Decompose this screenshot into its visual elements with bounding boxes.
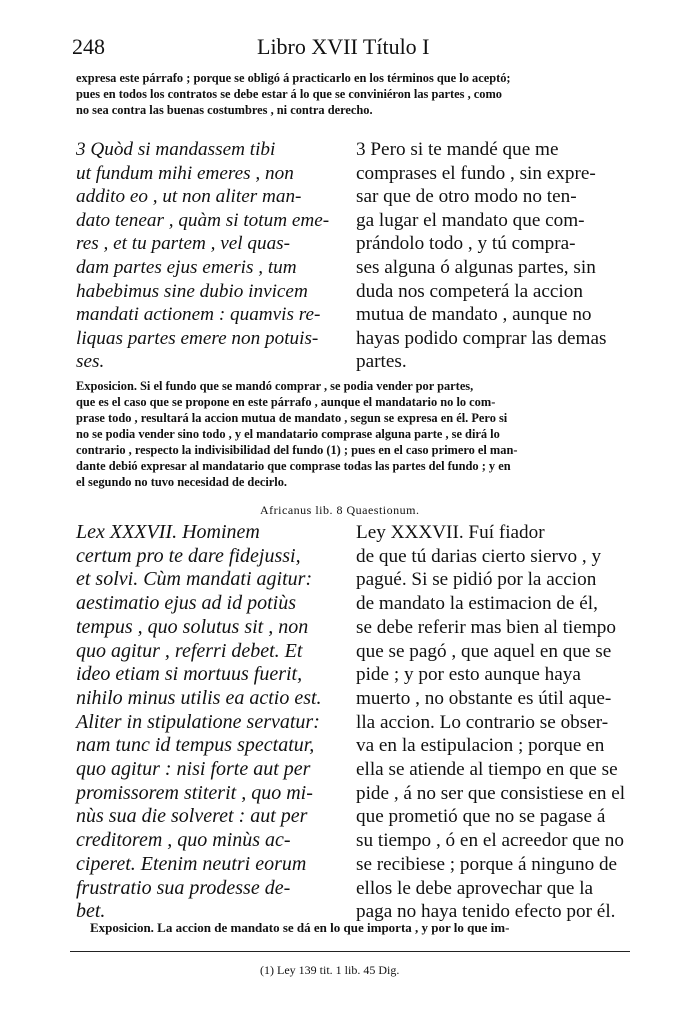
spanish-line: que prometió que no se pagase á xyxy=(356,806,606,828)
text-line: contrario , respecto la indivisibilidad del fundo (1) ; pues en el caso primero el man- xyxy=(76,443,518,457)
spanish-line: de que tú darias cierto siervo , y xyxy=(356,545,602,567)
latin-line: certum pro te dare fidejussi, xyxy=(76,544,301,567)
latin-line: et solvi. Cùm mandati agitur: xyxy=(76,568,313,591)
text-line: pues en todos los contratos se debe estar á lo que se conviniéron las partes , como xyxy=(76,87,502,101)
latin-line: Lex XXXVII. Hominem xyxy=(76,521,260,543)
latin-line: ut fundum mihi emeres , non xyxy=(76,162,294,184)
latin-line: quo agitur , referri debet. Et xyxy=(76,639,303,662)
latin-line: frustratio sua prodesse de- xyxy=(76,876,291,899)
spanish-line: muerto , no obstante es útil aque- xyxy=(356,687,612,709)
spanish-line: mutua de mandato , aunque no xyxy=(356,304,592,326)
latin-line: creditorem , quo minùs ac- xyxy=(76,829,291,852)
page-number: 248 xyxy=(72,34,105,59)
spanish-line: pagué. Si se pidió por la accion xyxy=(356,569,597,591)
text-line: Exposicion. La accion de mandato se dá en lo que importa , y por lo que im- xyxy=(90,920,510,935)
spanish-line: pide ; y por esto aunque haya xyxy=(356,664,581,686)
latin-line: tempus , quo solutus sit , non xyxy=(76,615,309,638)
spanish-line: comprases el fundo , sin expre- xyxy=(356,162,596,184)
text-line: prase todo , resultará la accion mutua de mandato , segun se expresa en él. Pero si xyxy=(76,411,508,425)
latin-line: promissorem stiterit , quo mi- xyxy=(76,781,313,804)
continuation-paragraph xyxy=(76,70,624,118)
exposicion-paragraph-2 xyxy=(90,920,624,936)
latin-line: addito eo , ut non aliter man- xyxy=(76,186,302,208)
latin-line: liquas partes emere non potuis- xyxy=(76,327,319,349)
latin-line: aestimatio ejus ad id potiùs xyxy=(76,592,296,615)
text-line: dante debió expresar al mandatario que comprase todas las partes del fundo ; y en xyxy=(76,459,511,473)
latin-line: ses. xyxy=(76,351,105,373)
spanish-line: lla accion. Lo contrario se obser- xyxy=(356,711,609,733)
text-line: expresa este párrafo ; porque se obligó á practicarlo en los términos que lo aceptó; xyxy=(76,71,511,85)
text-line: el segundo no tuvo necesidad de decirlo. xyxy=(76,475,287,489)
spanish-line: ses alguna ó algunas partes, sin xyxy=(356,256,596,278)
latin-line: habebimus sine dubio invicem xyxy=(76,280,308,302)
lex37-spanish-column xyxy=(356,521,626,924)
latin-line: mandati actionem : quamvis re- xyxy=(76,304,321,326)
spanish-line: sar que de otro modo no ten- xyxy=(356,186,577,208)
spanish-line: hayas podido comprar las demas xyxy=(356,327,607,349)
latin-line: nam tunc id tempus spectatur, xyxy=(76,734,315,757)
text-line: no sea contra las buenas costumbres , ni contra derecho. xyxy=(76,103,373,117)
spanish-line: pide , á no ser que consistiese en el xyxy=(356,782,626,804)
page-header xyxy=(72,34,632,64)
spanish-line: ellos le debe aprovechar que la xyxy=(356,877,594,899)
latin-line: res , et tu partem , vel quas- xyxy=(76,233,291,255)
latin-line: bet. xyxy=(76,900,106,923)
spanish-line: ga lugar el mandato que com- xyxy=(356,209,585,231)
spanish-line: 3 Pero si te mandé que me xyxy=(356,139,559,160)
text-line: Exposicion. Si el fundo que se mandó comprar , se podia vender por partes, xyxy=(76,379,474,393)
footnote: (1) Ley 139 tit. 1 lib. 45 Dig. xyxy=(260,963,400,977)
latin-line: nùs sua die solveret : aut per xyxy=(76,805,308,828)
spanish-line: de mandato la estimacion de él, xyxy=(356,593,598,615)
spanish-line: prándolo todo , y tú compra- xyxy=(356,233,576,255)
text-line: no se podia vender sino todo , y el mandatario comprase alguna parte , se dirá lo xyxy=(76,427,500,441)
latin-line: 3 Quòd si mandassem tibi xyxy=(76,139,276,160)
running-title: Libro XVII Título I xyxy=(257,34,430,59)
spanish-line: va en la estipulacion ; porque en xyxy=(356,735,605,757)
spanish-line: paga no haya tenido efecto por él. xyxy=(356,901,616,923)
spanish-line: duda nos competerá la accion xyxy=(356,280,583,302)
text-line: que es el caso que se propone en este párrafo , aunque el mandatario no lo com- xyxy=(76,395,496,409)
spanish-line: se recibiese ; porque á ninguno de xyxy=(356,853,618,875)
latin-line: ciperet. Etenim neutri eorum xyxy=(76,852,307,875)
section3-spanish-column xyxy=(356,138,626,374)
latin-line: ideo etiam si mortuus fuerit, xyxy=(76,663,303,686)
spanish-line: se debe referir mas bien al tiempo xyxy=(356,616,616,638)
lex37-latin-column xyxy=(76,521,338,924)
source-citation: Africanus lib. 8 Quaestionum. xyxy=(260,503,420,517)
latin-line: dam partes ejus emeris , tum xyxy=(76,256,297,278)
latin-line: Aliter in stipulatione servatur: xyxy=(76,710,320,733)
spanish-line: ella se atiende al tiempo en que se xyxy=(356,759,618,781)
latin-line: quo agitur : nisi forte aut per xyxy=(76,758,311,781)
spanish-line: que se pagó , que aquel en que se xyxy=(356,640,612,662)
spanish-line: Ley XXXVII. Fuí fiador xyxy=(356,522,545,543)
latin-line: nihilo minus utilis ea actio est. xyxy=(76,686,322,709)
spanish-line: partes. xyxy=(356,351,407,373)
exposicion-paragraph-1 xyxy=(76,378,624,490)
latin-line: dato tenear , quàm si totum eme- xyxy=(76,209,330,231)
section3-latin-column xyxy=(76,138,338,374)
footnote-divider xyxy=(70,951,630,952)
spanish-line: su tiempo , ó en el acreedor que no xyxy=(356,830,624,852)
